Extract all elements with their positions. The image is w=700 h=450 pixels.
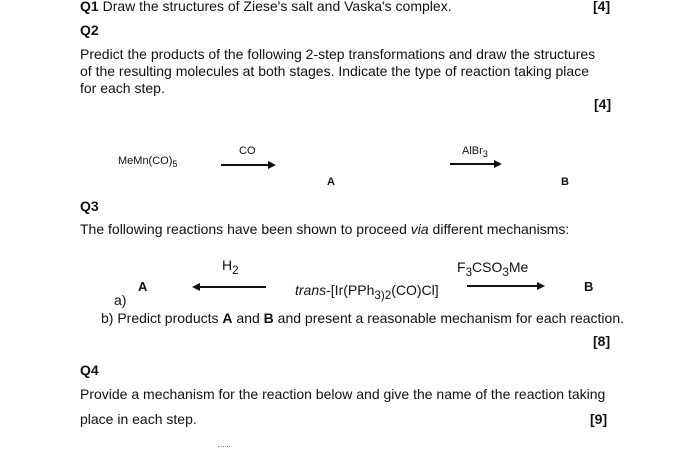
q3-reagent-right-sub-2: 3 — [502, 265, 509, 279]
q3-intro-end: different mechanisms: — [428, 221, 570, 237]
q2-line-3: for each step. — [80, 80, 165, 96]
q2-arrow-2 — [450, 163, 500, 165]
q2-reagent-2 — [462, 145, 488, 159]
q2-reagent-2-formula: AlBr — [462, 145, 483, 157]
q1-label: Q1 — [80, 0, 99, 14]
q4-line-1: Provide a mechanism for the reaction below and give the name of the reaction taking — [80, 386, 606, 402]
q3-reagent-right-part-2: CSO — [472, 259, 503, 275]
q3-part-b-text-3: and present a reasonable mechanism for each reaction. — [273, 310, 625, 326]
q2-reagent-2-subscript: 3 — [482, 149, 488, 160]
q2-reactant-formula: MeMn(CO) — [118, 155, 173, 167]
q3-part-b-b: B — [263, 310, 274, 326]
q2-marks: [4] — [594, 96, 612, 112]
q3-part-a-label: a) — [114, 292, 127, 308]
q3-reagent-right-part-1: F — [457, 259, 466, 275]
q3-center-subscript: 3)2 — [374, 288, 392, 302]
q3-part-b-label: b) — [101, 310, 114, 326]
q3-intro-start: The following reactions have been shown to proceed — [80, 221, 411, 237]
q3-marks: [8] — [593, 333, 611, 349]
q3-part-b-text-1: Predict products — [117, 310, 223, 326]
q3-part-b-a: A — [222, 310, 233, 326]
q3-reagent-left — [222, 257, 239, 279]
q2-product-a: A — [327, 176, 335, 188]
q3-intro-italic: via — [410, 221, 429, 237]
q4-label: Q4 — [80, 362, 99, 378]
q3-reagent-right — [457, 259, 528, 281]
q2-arrow-1 — [221, 164, 274, 166]
q3-center-complex — [295, 282, 439, 304]
q2-reactant — [118, 155, 177, 169]
q3-center-part-1: -[Ir(PPh — [326, 282, 375, 298]
q2-product-b: B — [561, 176, 569, 188]
q2-label: Q2 — [80, 22, 99, 38]
q3-intro — [80, 221, 569, 238]
partial-mark — [218, 446, 230, 450]
q3-reagent-left-subscript: 2 — [232, 263, 239, 277]
q3-reagent-right-sub-1: 3 — [465, 265, 473, 279]
q3-part-b-text-2: and — [232, 310, 264, 326]
q3-product-b: B — [584, 279, 594, 294]
q4-marks: [9] — [590, 411, 608, 427]
q1-line — [80, 0, 452, 15]
q2-line-1: Predict the products of the following 2-step transformations and draw the structures — [80, 46, 596, 62]
q2-reactant-subscript: 5 — [172, 159, 178, 170]
q3-center-italic: trans — [295, 282, 327, 298]
q3-center-part-2: (CO)Cl] — [391, 282, 439, 298]
q3-product-a: A — [138, 279, 148, 294]
q1-marks: [4] — [593, 0, 611, 14]
q3-reagent-left-formula: H — [222, 257, 233, 273]
q3-reagent-right-part-3: Me — [508, 259, 529, 275]
q3-part-b — [101, 310, 624, 327]
q2-reagent-1: CO — [239, 145, 256, 157]
q4-line-2: place in each step. — [80, 411, 197, 427]
q2-line-2: of the resulting molecules at both stages. Indicate the type of reaction taking place — [80, 63, 589, 79]
q3-label: Q3 — [80, 198, 99, 214]
q3-arrow-right — [467, 285, 543, 287]
q1-text: Draw the structures of Ziese's salt and Vaska's complex. — [102, 0, 452, 14]
q3-arrow-left — [194, 286, 266, 288]
